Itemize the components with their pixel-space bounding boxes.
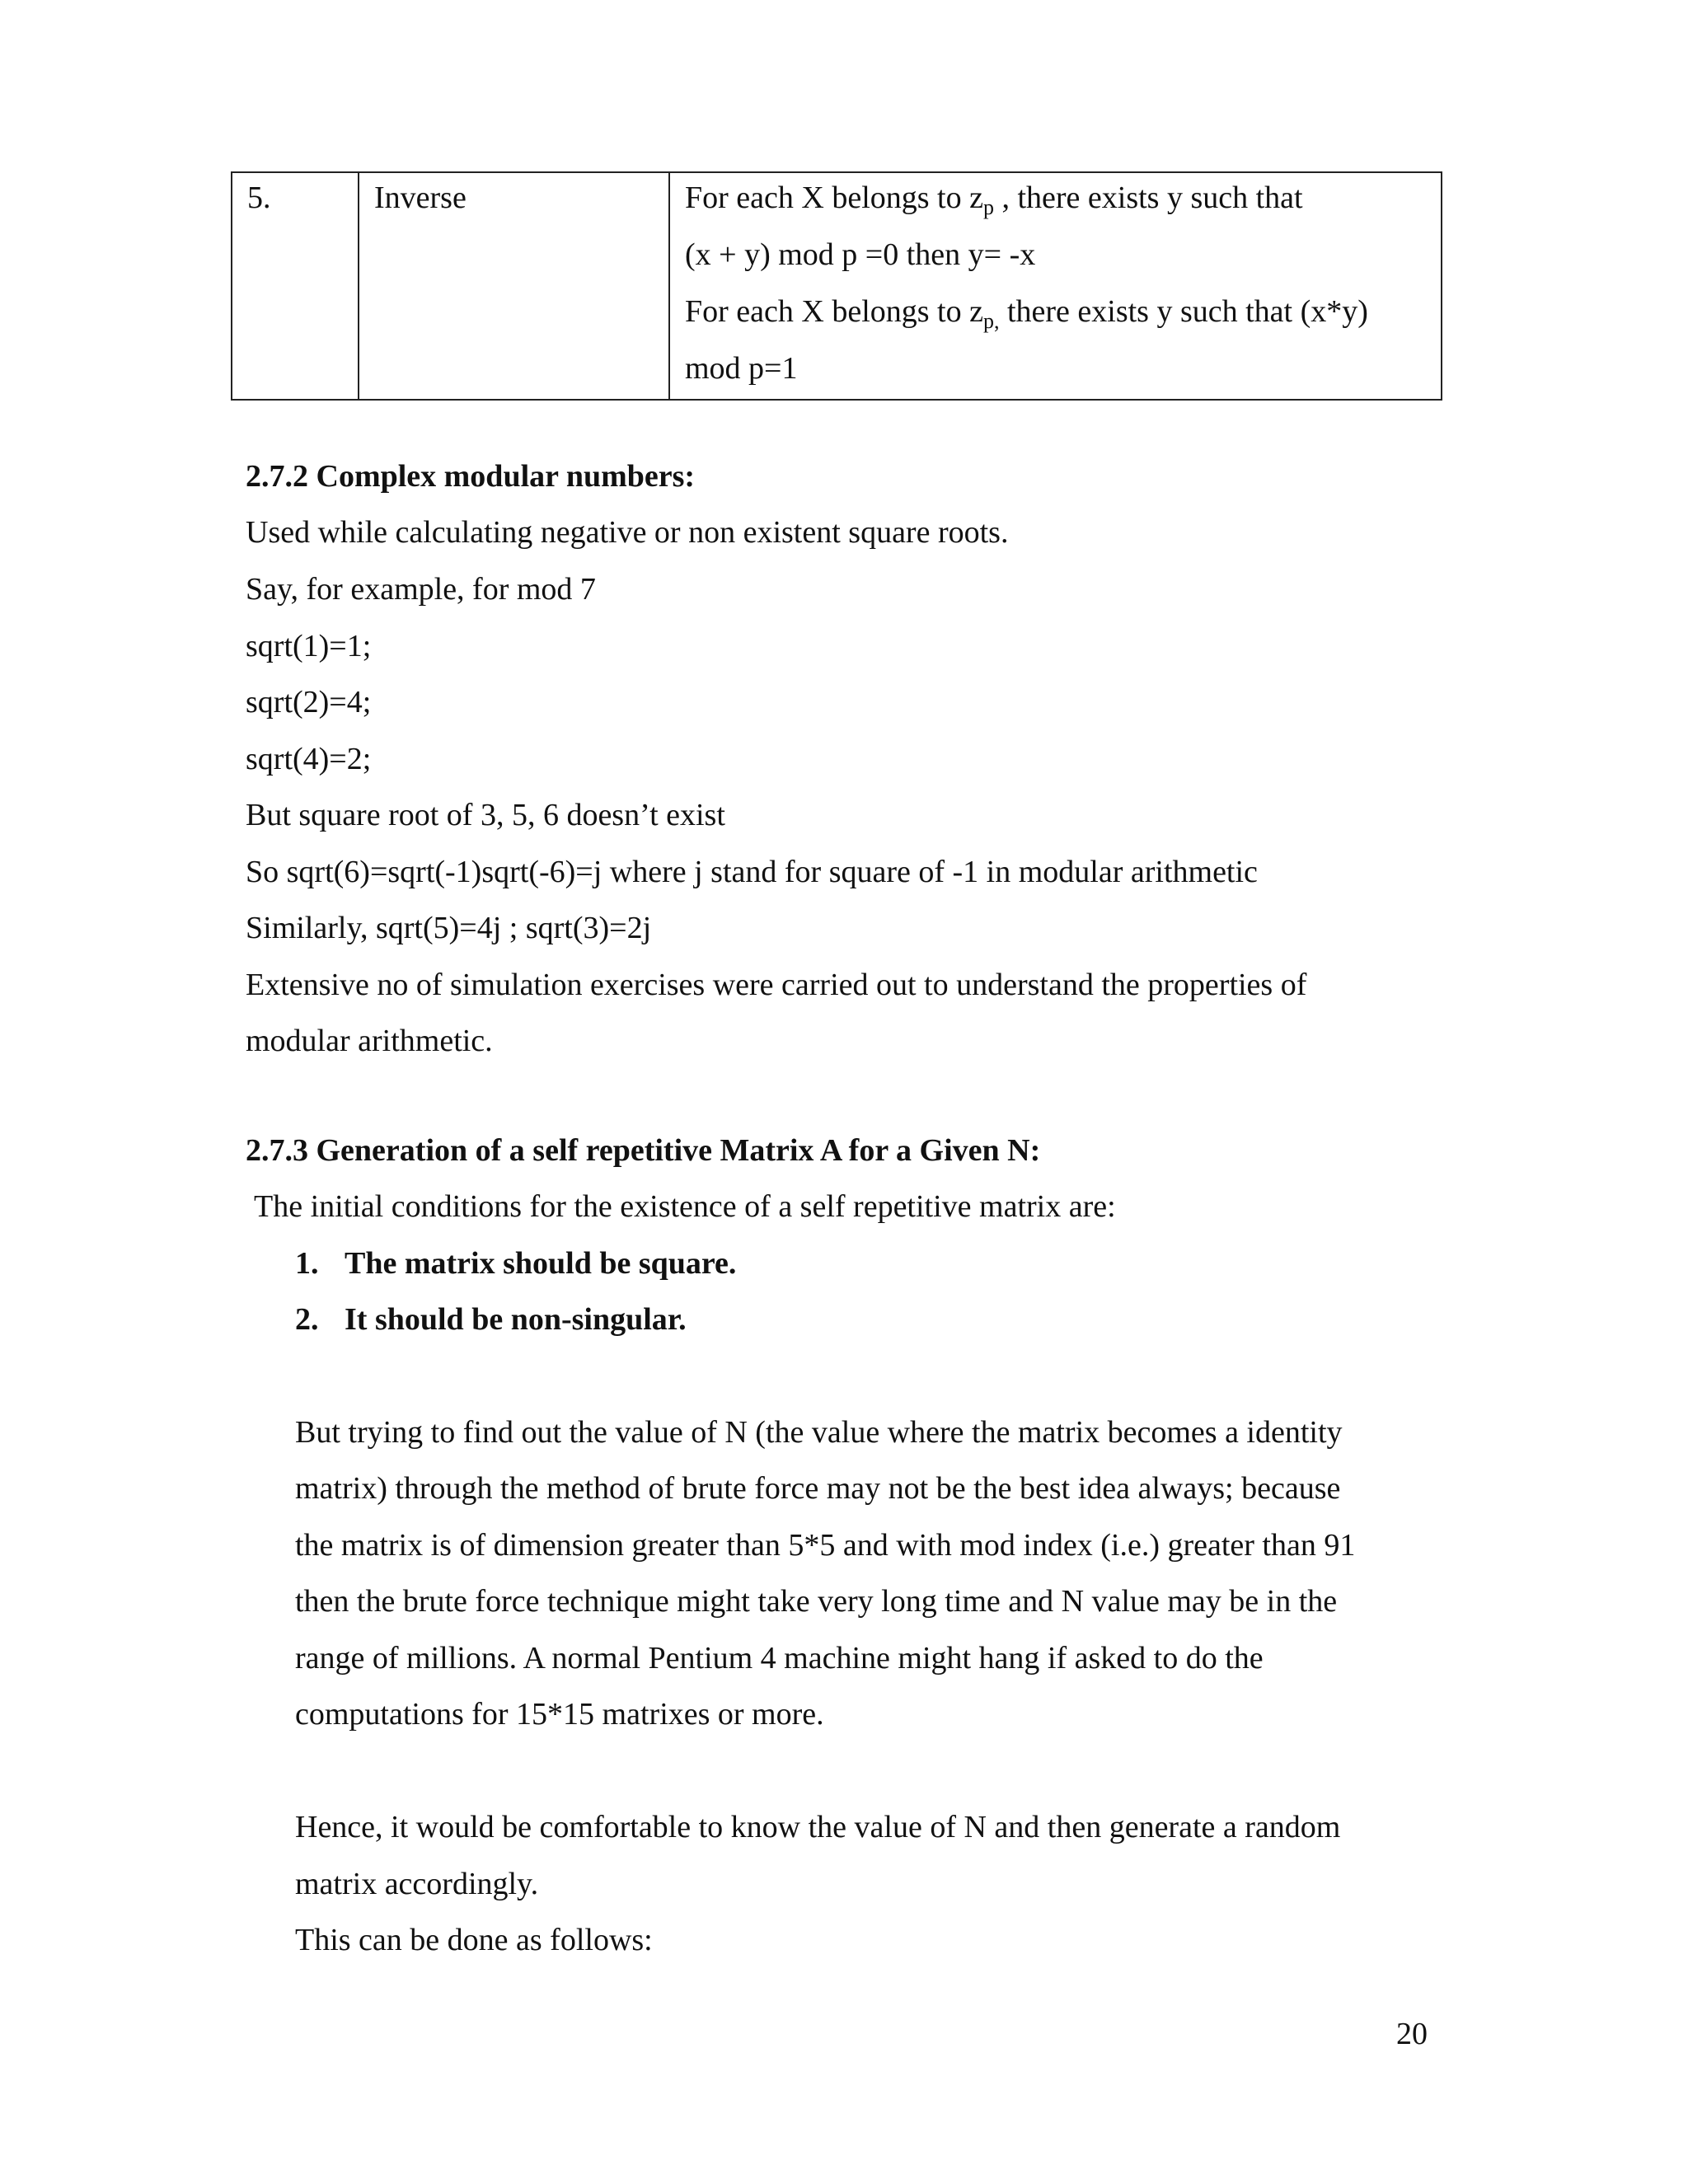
row-number-cell [232, 172, 359, 400]
paragraph-line: Used while calculating negative or non existent square roots. [246, 515, 1009, 550]
paragraph-line: range of millions. A normal Pentium 4 machine might hang if asked to do the [295, 1641, 1264, 1675]
property-description-cell [669, 172, 1442, 400]
paragraph-line: sqrt(4)=2; [246, 742, 372, 776]
property-description [685, 170, 1441, 397]
paragraph-line: modular arithmetic. [246, 1024, 493, 1058]
paragraph-line: computations for 15*15 matrixes or more. [295, 1697, 824, 1732]
section-273-intro: The initial conditions for the existence of a self repetitive matrix are: [254, 1189, 1116, 1224]
paragraph-line: Hence, it would be comfortable to know the value of N and then generate a random [295, 1810, 1341, 1844]
paragraph-line: So sqrt(6)=sqrt(-1)sqrt(-6)=j where j stand for square of -1 in modular arithmetic [246, 855, 1258, 889]
paragraph-line: Say, for example, for mod 7 [246, 572, 596, 607]
description-line: mod p=1 [685, 351, 798, 386]
paragraph-line: Extensive no of simulation exercises were carried out to understand the properties of [246, 968, 1307, 1002]
condition-number: 2. [295, 1302, 319, 1337]
properties-table [231, 171, 1442, 401]
description-line: For each X belongs to $z_p$ , there exists y such that [685, 180, 1303, 219]
description-line: For each X belongs to $z_{p,}$ there exists y such that (x*y) [685, 294, 1368, 333]
paragraph-line: But trying to find out the value of N (the value where the matrix becomes a identity [295, 1415, 1343, 1450]
paragraph-line: then the brute force technique might take very long time and N value may be in the [295, 1584, 1338, 1619]
condition-item [295, 1300, 687, 1339]
condition-item [295, 1244, 736, 1283]
paragraph-line: But square root of 3, 5, 6 doesn’t exist [246, 798, 725, 832]
paragraph-line: matrix accordingly. [295, 1867, 539, 1901]
table-row [232, 172, 1442, 400]
condition-number: 1. [295, 1246, 319, 1281]
paragraph-line: the matrix is of dimension greater than 5*5 and with mod index (i.e.) greater than 91 [295, 1528, 1356, 1563]
paragraph-line: sqrt(1)=1; [246, 629, 372, 663]
page-number: 20 [1396, 2017, 1428, 2051]
description-line: (x + y) mod p =0 then y= -x [685, 237, 1036, 272]
paragraph-line: Similarly, sqrt(5)=4j ; sqrt(3)=2j [246, 911, 652, 945]
property-name: Inverse [374, 180, 467, 215]
row-number: 5. [247, 180, 271, 215]
condition-text: It should be non-singular. [345, 1302, 687, 1337]
paragraph-line: matrix) through the method of brute force may not be the best idea always; because [295, 1471, 1341, 1506]
paragraph-line: This can be done as follows: [295, 1923, 653, 1957]
property-name-cell [359, 172, 669, 400]
condition-text: The matrix should be square. [345, 1246, 737, 1281]
section-272-heading: 2.7.2 Complex modular numbers: [246, 459, 696, 494]
paragraph-line: sqrt(2)=4; [246, 685, 372, 719]
section-273-heading: 2.7.3 Generation of a self repetitive Matrix A for a Given N: [246, 1133, 1041, 1168]
